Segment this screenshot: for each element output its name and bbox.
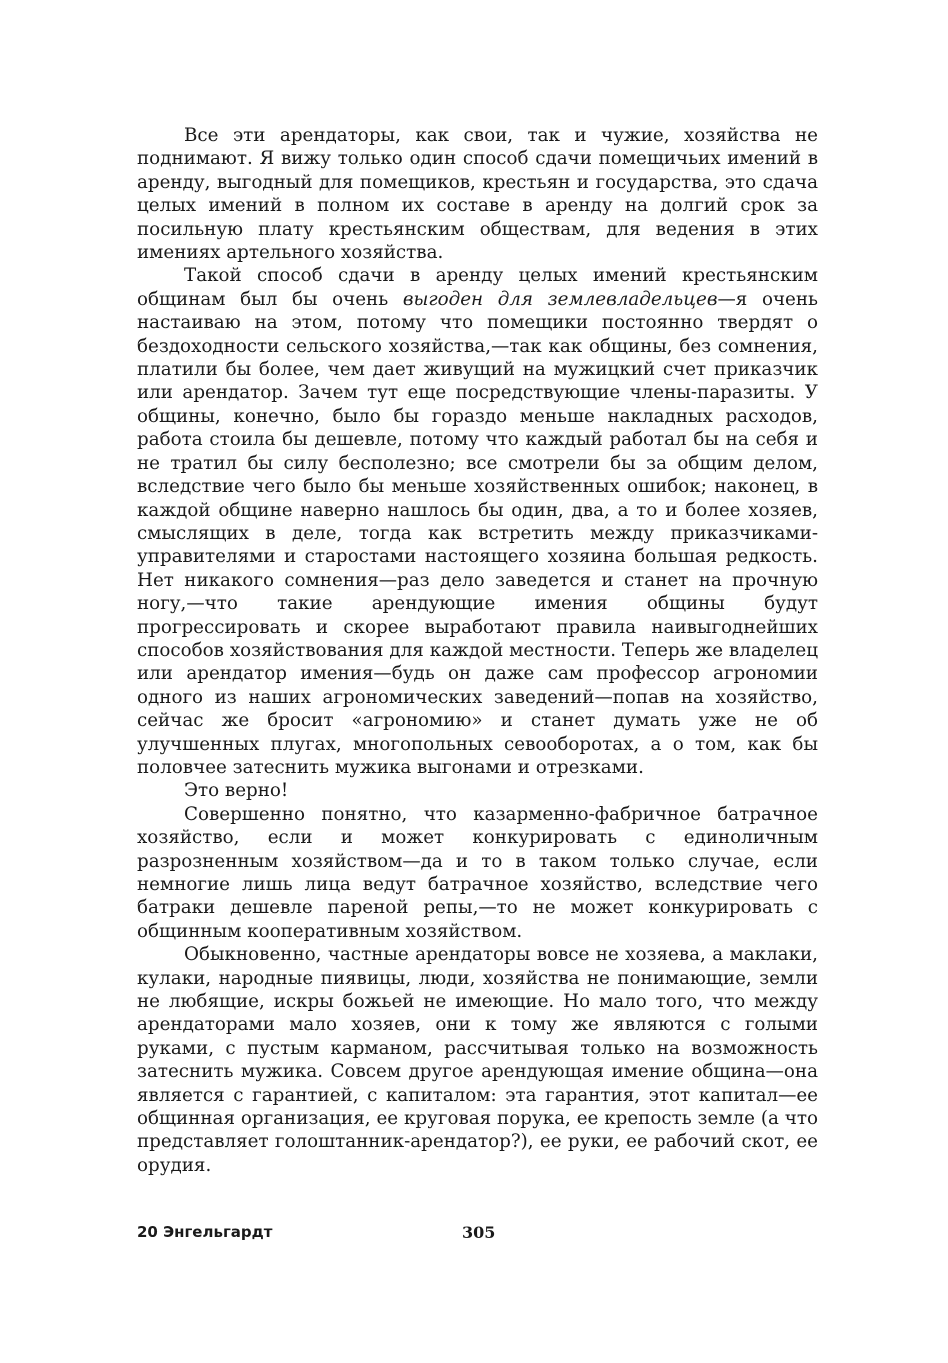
paragraph-1: Все эти арендаторы, как свои, так и чужие, хозяйства не поднимают. Я вижу только один способ сдачи помещичьих имений в аренду, выгодный для помещиков, крестьян и государства, это сдача целых имений в полном их составе в аренду на долгий срок за посильную плату крестьянским обществам, для ведения в этих имениях артельного хозяйства. xyxy=(137,125,818,264)
body-text xyxy=(137,124,818,1177)
paragraph-2-start: Такой способ сдачи в аренду целых имений крестьянским общинам был бы очень xyxy=(137,265,818,310)
paragraph-5: Обыкновенно, частные арендаторы вовсе не хозяева, а маклаки, кулаки, народные пиявицы, люди, хозяйства не понимающие, земли не любящие, искры божьей не имеющие. Но мало того, что между арендаторами мало хозяев, они к тому же являются с голыми руками, с пустым карманом, рассчитывая только на возможность затеснить мужика. Совсем другое арендующая имение община—она является с гарантией, с капиталом: эта гарантия, этот капитал—ее общинная организация, ее круговая порука, ее крепость земле (а что представляет голоштанник-арендатор?), ее руки, ее рабочий скот, ее орудия. xyxy=(137,944,818,1176)
page-number: 305 xyxy=(462,1223,496,1242)
signature-mark: 20 Энгельгардт xyxy=(137,1223,273,1241)
paragraph-4: Совершенно понятно, что казарменно-фабричное батрачное хозяйство, если и может конкурировать с единоличным разрозненным хозяйством—да и то в таком только случае, если немногие лишь лица ведут батрачное хозяйство, вследствие чего батраки дешевле пареной репы,—то не может конкурировать с общинным кооперативным хозяйством. xyxy=(137,803,818,942)
paragraph-2-emphasis: выгоден для землевладельцев xyxy=(402,288,718,310)
paragraph-3: Это верно! xyxy=(184,780,289,802)
paragraph-2-rest: —я очень настаиваю на этом, потому что помещики постоянно твердят о бездоходности сельского хозяйства,—так как общины, без сомнения, платили бы более, чем дает живущий на мужицкий счет приказчик или арендатор. Зачем тут еще посредствующие члены-паразиты. У общины, конечно, было бы гораздо меньше накладных расходов, работа стоила бы дешевле, потому что каждый работал бы на себя и не тратил бы силу бесполезно; все смотрели бы за общим делом, вследствие чего было бы меньше хозяйственных ошибок; наконец, в каждой общине наверно нашлось бы один, два, а то и более хозяев, смыслящих в деле, тогда как встретить между приказчиками-управителями и старостами настоящего хозяина большая редкость. Нет никакого сомнения—раз дело заведется и станет на прочную ногу,—что такие арендующие имения общины будут прогрессировать и скорее выработают правила наивыгоднейших способов хозяйствования для каждой местности. Теперь же владелец или арендатор имения—будь он даже сам профессор агрономии одного из наших агрономических заведений—попав на хозяйство, сейчас же бросит «агрономию» и станет думать уже не об улучшенных плугах, многопольных севооборотах, а о том, как бы половчее затеснить мужика выгонами и отрезками. xyxy=(137,288,818,778)
paragraph-2 xyxy=(137,264,818,779)
